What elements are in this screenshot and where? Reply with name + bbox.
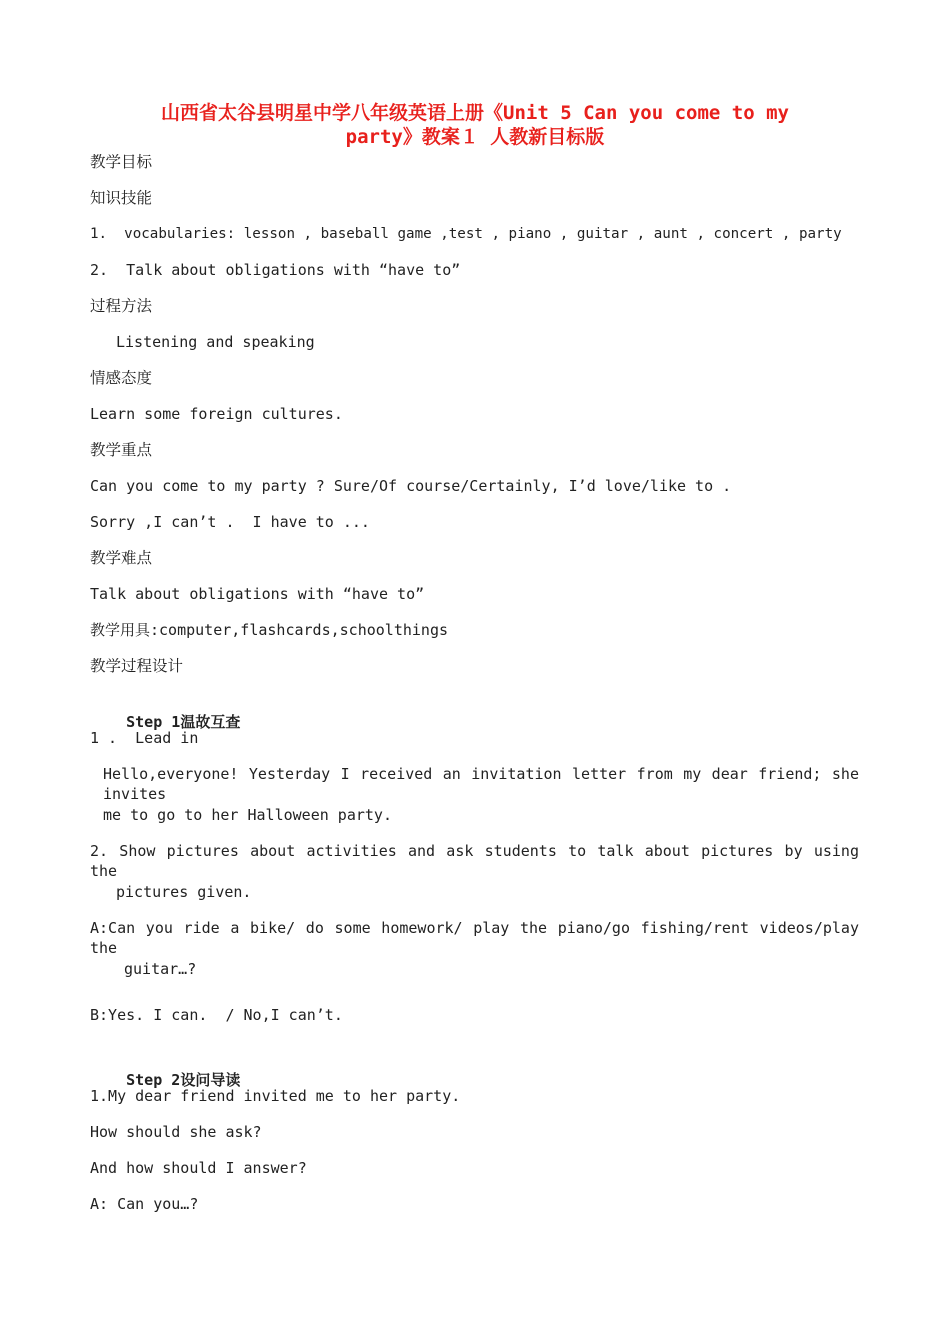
vocabularies-item: 1. vocabularies: lesson , baseball game ,test , piano , guitar , aunt , concert , party xyxy=(90,226,842,242)
dialogue-a-line-1: A:Can you ride a bike/ do some homework/ play the piano/go fishing/rent videos/play the xyxy=(90,919,859,957)
key-points-line-2: Sorry ,I can’t . I have to ... xyxy=(90,513,370,531)
difficulties-text: Talk about obligations with “have to” xyxy=(90,585,425,603)
dialogue-a-line-2: guitar…? xyxy=(124,960,197,978)
how-answer-text: And how should I answer? xyxy=(90,1159,307,1177)
document-title-line-2: party》教案１ 人教新目标版 xyxy=(345,126,605,148)
learn-cultures-text: Learn some foreign cultures. xyxy=(90,405,343,423)
key-points-line-1: Can you come to my party ? Sure/Of course/Certainly, I’d love/like to . xyxy=(90,477,732,495)
heading-process-design: 教学过程设计 xyxy=(90,657,184,675)
a-can-you-text: A: Can you…? xyxy=(90,1195,199,1213)
dialogue-b-line: B:Yes. I can. / No,I can’t. xyxy=(90,1006,343,1024)
hello-paragraph-line-1: Hello,everyone! Yesterday I received an invitation letter from my dear friend; she invites xyxy=(103,765,859,803)
heading-teaching-goals: 教学目标 xyxy=(90,153,153,171)
invited-text: 1.My dear friend invited me to her party. xyxy=(90,1087,461,1105)
heading-emotion-attitude: 情感态度 xyxy=(90,369,153,387)
heading-difficulties: 教学难点 xyxy=(90,549,153,567)
hello-paragraph-line-2: me to go to her Halloween party. xyxy=(103,806,392,824)
how-ask-text: How should she ask? xyxy=(90,1123,262,1141)
teaching-tools-text: 教学用具:computer,flashcards,schoolthings xyxy=(90,621,449,639)
heading-key-points: 教学重点 xyxy=(90,441,153,459)
talk-about-item: 2. Talk about obligations with “have to” xyxy=(90,261,461,279)
step2-title: 设问导读 xyxy=(180,1071,241,1089)
lead-in-item: 1 . Lead in xyxy=(90,729,199,747)
show-pictures-line-1: 2. Show pictures about activities and ask students to talk about pictures by using the xyxy=(90,842,859,880)
show-pictures-line-2: pictures given. xyxy=(116,883,252,901)
listening-speaking-text: Listening and speaking xyxy=(116,333,315,351)
document-title-line-1: 山西省太谷县明星中学八年级英语上册《Unit 5 Can you come to my xyxy=(161,102,789,124)
step1-title: 温故互查 xyxy=(180,713,241,731)
step1-label: Step 1 xyxy=(126,713,181,731)
heading-process-method: 过程方法 xyxy=(90,297,153,315)
step2-label: Step 2 xyxy=(126,1071,181,1089)
heading-knowledge-skills: 知识技能 xyxy=(90,189,153,207)
